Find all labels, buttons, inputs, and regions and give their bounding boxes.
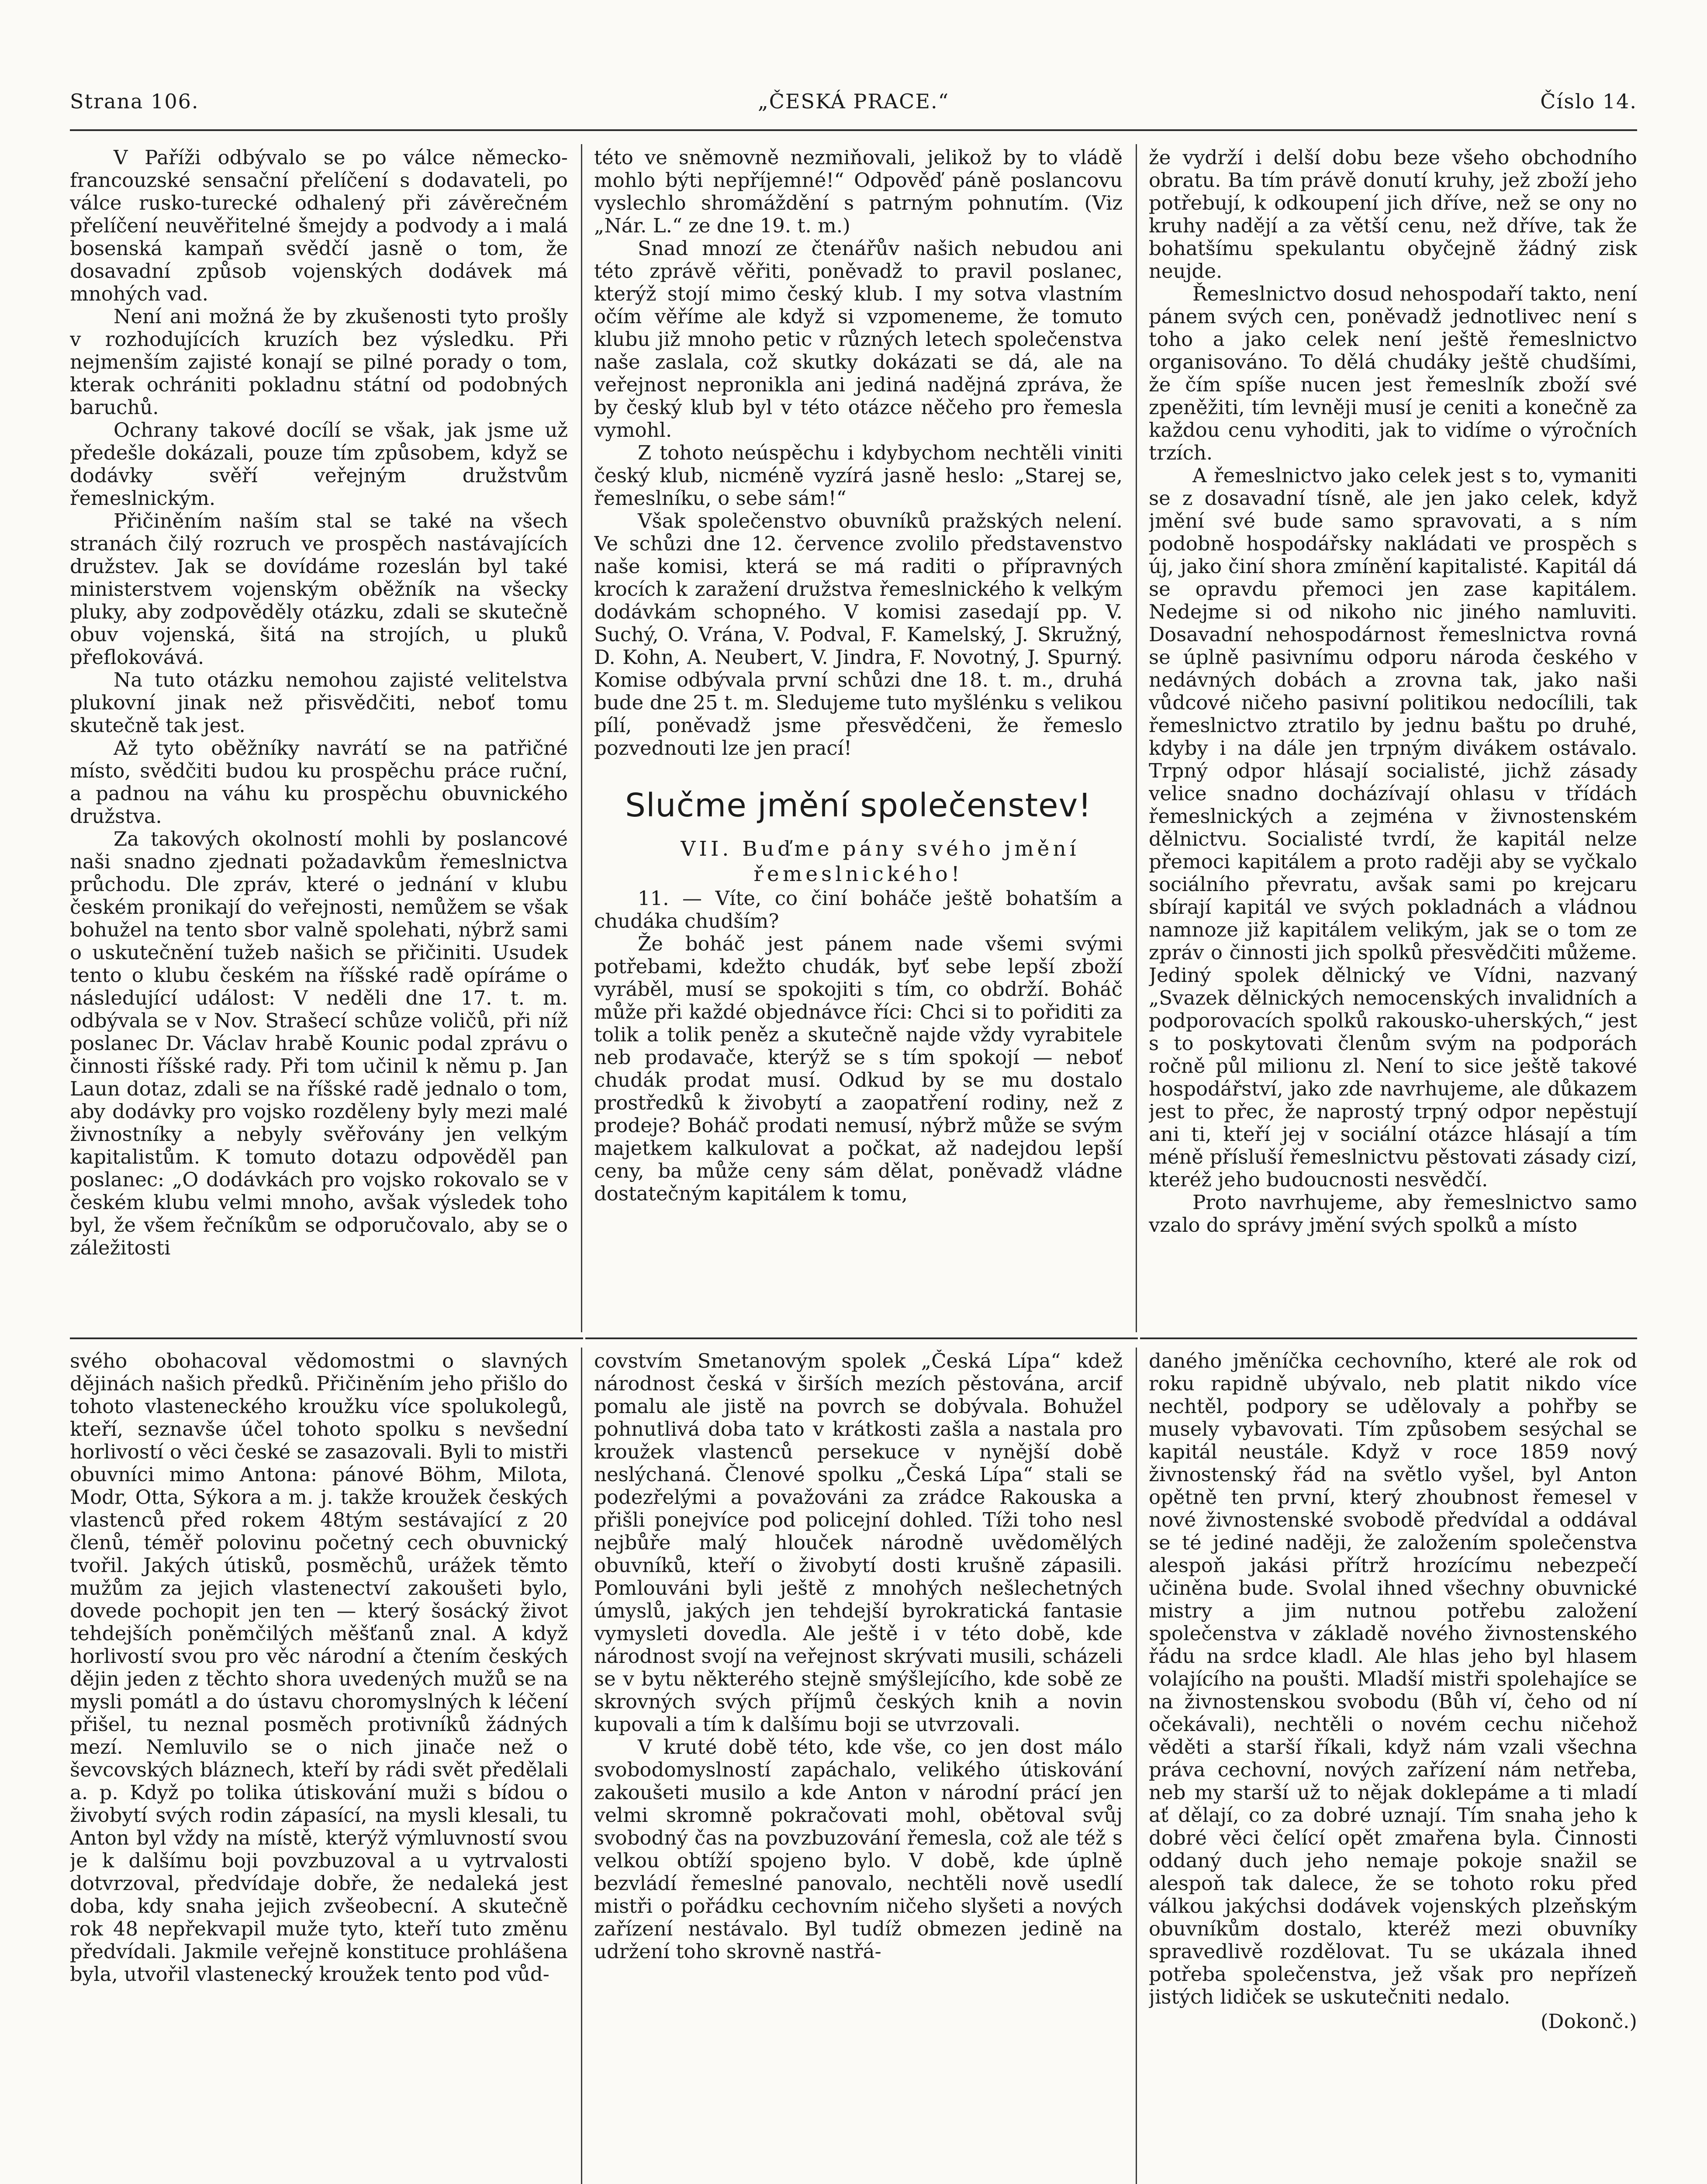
paragraph: Za takových okolností mohli by poslancové naši snadno zjednati požadavkům řemeslnictva průchodu. Dle zpráv, které o jednání v klubu českém pronikají do veřejnosti, nemůžem se však bohužel na tento sbor valně spolehati, nýbrž sami o uskutečnění tužeb našich se přičiniti. Usudek tento o klubu českém na říšské radě opíráme o následující událost: V neděli dne 17. t. m. odbývala se v Nov. Strašecí schůze voličů, při níž poslanec Dr. Václav hrabě Kounic podal zprávu o činnosti říšské rady. Při tom učinil k němu p. Jan Laun dotaz, zdali se na říšské radě jednalo o tom, aby dodávky pro vojsko rozděleny byly mezi malé živnostníky a nebyly svěřovány jen velkým kapitalistům. K tomuto dotazu odpověděl pan poslanec: „O dodávkách pro vojsko rokovalo se v českém klubu velmi mnoho, avšak výsledek toho byl, že všem řečníkům se odporučovalo, aby se o záležitosti bbox=[70, 827, 568, 1259]
upper-column-3 bbox=[1149, 146, 1637, 1328]
column-divider bbox=[1136, 1348, 1137, 2184]
paragraph: Není ani možná že by zkušenosti tyto prošly v rozhodujících kruzích bez výsledku. Při nejmenším zajisté konají se pilné porady o tom, kterak ochrániti pokladnu státní od podobných baruchů. bbox=[70, 305, 568, 419]
section-divider bbox=[1140, 1337, 1637, 1339]
paragraph: svého obohacoval vědomostmi o slavných dějinách našich předků. Přičiněním jeho přišlo do tohoto vlasteneckého kroužku více spolukolegů, kteří, seznavše účel tohoto spolku s nevšední horlivostí o věci české se zasazovali. Byli to mistři obuvníci mimo Antona: pánové Böhm, Milota, Modr, Otta, Sýkora a m. j. takže kroužek českých vlastenců před rokem 48tým sestávající z 20 členů, téměř polovinu početný cech obuvnický tvořil. Jakých útisků, posměchů, urážek těmto mužům za jejich vlastenectví zakoušeti bylo, dovede pochopit jen ten — který šosácký život tehdejších poněmčilých měšťanů znal. A když horlivostí svou pro věc národní a čtením českých dějin jeden z těchto shora uvedených mužů se na mysli pomátl a do ústavu choromyslných k léčení přišel, tu neznal posměch protivníků žádných mezí. Nemluvilo se o nich jinače než o ševcovských bláznech, kteří by rádi svět předělali a. p. Když po tolika útiskování muži s bídou o živobytí svých rodin zápasící, na mysli klesali, tu Anton byl vždy na místě, kterýž výmluvností svou je k dalšímu boji povzbuzoval a u vytrvalosti dotvrzoval, předvídaje dobře, že nedaleká jest doba, kdy snaha jejich zvšeobecní. A skutečně rok 48 nepřekvapil muže tyto, kteří tuto změnu předvídali. Jakmile veřejně konstituce prohlášena byla, utvořil vlastenecký kroužek tento pod vůd- bbox=[70, 1350, 568, 1986]
issue-number: Číslo 14. bbox=[1540, 90, 1637, 113]
paragraph: Však společenstvo obuvníků pražských nelení. Ve schůzi dne 12. července zvolilo představenstvo naše komisi, která se má raditi o přípravných krocích k zaražení družstva řemeslnického k velkým dodávkám schopného. V komisi zasedají pp. V. Suchý, O. Vrána, V. Podval, F. Kamelský, J. Skružný, D. Kohn, A. Neubert, V. Jindra, F. Novotný, J. Spurný. Komise odbývala první schůzi dne 18. t. m., druhá bude dne 25 t. m. Sledujeme tuto myšlénku s velikou pílí, poněvadž jsme přesvědčeni, že řemeslo pozvednouti lze jen prací! bbox=[594, 509, 1123, 760]
paragraph: Až tyto oběžníky navrátí se na patřičné místo, svědčiti budou ku prospěchu práce ruční, a padnou na váhu ku prospěchu obuvnického družstva. bbox=[70, 736, 568, 828]
lower-column-1 bbox=[70, 1350, 568, 2184]
paragraph: Že boháč jest pánem nade všemi svými potřebami, kdežto chudák, byť sebe lepší zboží vyráběl, musí se spokojiti s tím, co obdrží. Boháč může při každé objednávce říci: Chci si to pořiditi za tolik a tolik peněz a skutečně najde vždy vyrabitele neb prodavače, kterýž se s tím spokojí — neboť chudák prodat musí. Odkud by se mu dostalo prostředků k živobytí a zaopatření rodiny, než z prodeje? Boháč prodati nemusí, nýbrž může se svým majetkem kalkulovat a počkat, až nadejdou lepší ceny, ba může ceny sám dělat, poněvadž vládne dostatečným kapitálem k tomu, bbox=[594, 932, 1123, 1205]
paragraph: Proto navrhujeme, aby řemeslnictvo samo vzalo do správy jmění svých spolků a místo bbox=[1149, 1191, 1637, 1237]
section-divider bbox=[70, 1337, 583, 1339]
continuation-note: (Dokonč.) bbox=[1540, 2010, 1637, 2033]
section-heading: Slučme jmění společenstev! bbox=[625, 787, 1092, 824]
paragraph: V Paříži odbývalo se po válce německo-francouzské sensační přelíčení s dodavateli, po válce rusko-turecké odhalený při závěrečném přelíčení neuvěřitelné šmejdy a podvody a i malá bosenská kampaň svědčí jasně o tom, že dosavadní způsob vojenských dodávek má mnohých vad. bbox=[70, 146, 568, 305]
page-header bbox=[70, 81, 1637, 120]
column-divider bbox=[581, 1348, 582, 2184]
column-divider bbox=[1136, 144, 1137, 1332]
header-rule bbox=[70, 129, 1637, 131]
paragraph: V kruté době této, kde vše, co jen dost málo svobodomyslností zapáchalo, velikého útiskování zakoušeti musilo a kde Anton v národní prácí jen velmi skromně pokračovati mohl, obětoval svůj svobodný čas na povzbuzování řemesla, což ale též s velkou obtíží spojeno bylo. V době, kde úplně bezvládí řemeslné panovalo, nechtěli nově usedlí mistři o pořádku cechovním ničeho slyšeti a nových zařízení nestávalo. Byl tudíž obmezen jedině na udržení toho skrovně nastřá- bbox=[594, 1735, 1123, 1963]
paragraph: covstvím Smetanovým spolek „Česká Lípa“ kdež národnost česká v širších mezích pěstována, arcif pomalu ale jistě na povrch se dobývala. Bohužel pohnutlivá doba tato v krátkosti zašla a nastala pro kroužek vlastenců persekuce v nynější době neslýchaná. Členové spolku „Česká Lípa“ stali se podezřelými a považováni za zrádce Rakouska a přišli ponejvíce pod policejní dohled. Tíži toho nesl nejbůře malý hlouček národně uvědomělých obuvníků, kteří o živobytí dosti krušně zápasili. Pomlouváni byli ještě z mnohých nešlechetných úmyslů, jakých jen tehdejší byrokratická fantasie vymysleti dovedla. Ale ještě i v této době, kde národnost svojí na veřejnost skrývati musili, scházeli se v bytu některého stejně smýšlejícího, kde sobě ze skrovných svých příjmů českých knih a novin kupovali a tím k dalšímu boji se utvrzovali. bbox=[594, 1350, 1123, 1736]
newspaper-title: „ČESKÁ PRACE.“ bbox=[757, 90, 950, 113]
paragraph: 11. — Víte, co činí boháče ještě bohatším a chudáka chudším? bbox=[594, 887, 1123, 933]
paragraph: Řemeslnictvo dosud nehospodaří takto, není pánem svých cen, poněvadž jednotlivec není s toho a jako celek není ještě řemeslnictvo organisováno. To dělá chudáky ještě chudšími, že čím spíše nucen jest řemeslník zboží své zpeněžiti, tím levněji musí je ceniti a konečně za každou cenu vyhoditi, jak to vidíme o výročních trzích. bbox=[1149, 282, 1637, 464]
upper-column-2 bbox=[594, 146, 1123, 1328]
paragraph: A řemeslnictvo jako celek jest s to, vymaniti se z dosavadní tísně, ale jen jako celek, když jmění své bude samo spravovati, a s ním podobně hospodářsky nakládati ve prospěch s új, jako činí shora zmínění kapitalisté. Kapitál dá se opravdu přemoci jen zase kapitálem. Nedejme si od nikoho nic jiného namluviti. Dosavadní nehospodárnost řemeslnictva rovná se úplně pasivnímu odporu národa českého v nedávných dobách a zrovna tak, jako naši vůdcové ničeho pasivní politikou nedocílili, tak řemeslnictvo ztratilo by jednu baštu po druhé, kdyby i na dále jen trpným divákem ostávalo. Trpný odpor hlásají socialisté, jichž zásady velice snadno docházívají ohlasu v třídách řemeslnických a zejména v živnostenském dělnictvu. Socialisté tvrdí, že kapitál nelze přemoci kapitálem a proto raději aby se vyčkalo sociálního převratu, avšak sami po krejcaru sbírají kapitál ve svých pokladnách a vládnou namnoze již kapitálem velikým, jak se o tom ze zpráv o činnosti jich spolků přesvědčiti můžeme. Jediný spolek dělnický ve Vídni, nazvaný „Svazek dělnických nemocenských invalidních a podporovacích spolků rakousko-uherských,“ jest s to poskytovati členům svým na podporách ročně půl milionu zl. Není to sice ještě takové hospodářství, jako zde navrhujeme, ale důkazem jest to přec, že naprostý trpný odpor nepěstují ani ti, kteří jej v sociální otázce hlásají a tím méně přísluší řemeslnictvu pěstovati zásady cizí, kteréž jeho budoucnosti nesvědčí. bbox=[1149, 464, 1637, 1191]
page-number: Strana 106. bbox=[70, 90, 199, 113]
paragraph: Na tuto otázku nemohou zajisté velitelstva plukovní jinak než přisvědčiti, neboť tomu skutečně tak jest. bbox=[70, 668, 568, 737]
paragraph: že vydrží i delší dobu beze všeho obchodního obratu. Ba tím právě donutí kruhy, jež zboží jeho potřebují, k odkoupení jich dříve, než se ony no kruhy nadějí a za větší cenu, než dříve, tak že bohatšímu spekulantu obyčejně žádný zisk neujde. bbox=[1149, 146, 1637, 283]
lower-column-2 bbox=[594, 1350, 1123, 2184]
paragraph: této ve sněmovně nezmiňovali, jelikož by to vládě mohlo býti nepříjemné!“ Odpověď páně poslancovu vyslechlo shromáždění s patrným pohnutím. (Viz „Nár. L.“ ze dne 19. t. m.) bbox=[594, 146, 1123, 237]
paragraph: Snad mnozí ze čtenářův našich nebudou ani této zprávě věřiti, poněvadž to pravil poslanec, kterýž stojí mimo český klub. I my sotva vlastním očím věříme ale když si vzpomeneme, že tomuto klubu již mnoho petic v různých letech společenstva naše zaslala, což skutky dokázati se dá, ale na veřejnost nepronikla ani jediná nadějná zpráva, že by český klub byl v této otázce něčeho pro řemesla vymohl. bbox=[594, 237, 1123, 442]
column-divider bbox=[581, 144, 582, 1332]
upper-column-1 bbox=[70, 146, 568, 1328]
lower-column-3 bbox=[1149, 1350, 1637, 2184]
section-subheading: VII. Buďme pány svého jmění řemeslnického! bbox=[681, 837, 1080, 886]
section-divider bbox=[585, 1337, 1138, 1339]
paragraph: Ochrany takové docílí se však, jak jsme už předešle dokázali, pouze tím způsobem, když se dodávky svěří veřejným družstvům řemeslnickým. bbox=[70, 418, 568, 510]
paragraph: Přičiněním naším stal se také na všech stranách čilý rozruch ve prospěch nastávajících družstev. Jak se dovídáme rozeslán byl také ministerstvem vojenským oběžník na všecky pluky, aby zodpověděly otázku, zdali se skutečně obuv vojenská, šitá na strojích, u pluků přeflokovává. bbox=[70, 509, 568, 669]
paragraph: Z tohoto neúspěchu i kdybychom nechtěli viniti český klub, nicméně vyzírá jasně heslo: „Starej se, řemeslníku, o sebe sám!“ bbox=[594, 441, 1123, 510]
paragraph: daného jměníčka cechovního, které ale rok od roku rapidně ubývalo, neb platit nikdo více nechtěl, podpory se udělovaly a pohřby se musely vybavovati. Tím způsobem sesýchal se kapitál neustále. Když v roce 1859 nový živnostenský řád na světlo vyšel, byl Anton opětně ten první, který zhoubnost řemesel v nové živnostenské svobodě předvídal a oddával se té jediné naději, že založením společenstva alespoň jakási přítrž hrozícímu nebezpečí učiněna bude. Svolal ihned všechny obuvnické mistry a jim nutnou potřebu založení společenstva v základě nového živnostenského řádu na srdce kladl. Ale hlas jeho byl hlasem volajícího na poušti. Mladší mistři spolehajíce se na živnostenskou svobodu (Bůh ví, čeho od ní očekávali), nechtěli o novém cechu ničehož věděti a starší říkali, když nám vzali všechna práva cechovní, nových zařízení nám netřeba, neb my starší už to nějak doklepáme a ti mladí ať dělají, co za dobré uznají. Tím snaha jeho k dobré věci čelící opět zmařena byla. Činnosti oddaný duch jeho nemaje pokoje snažil se alespoň tak dalece, že se tohoto roku před válkou jakýchsi dodávek vojenských plzeňským obuvníkům dostalo, kteréž mezi obuvníky spravedlivě rozdělovat. Tu se ukázala ihned potřeba společenstva, jež však pro nepřízeň jistých lidiček se uskutečniti nedalo. bbox=[1149, 1350, 1637, 2008]
